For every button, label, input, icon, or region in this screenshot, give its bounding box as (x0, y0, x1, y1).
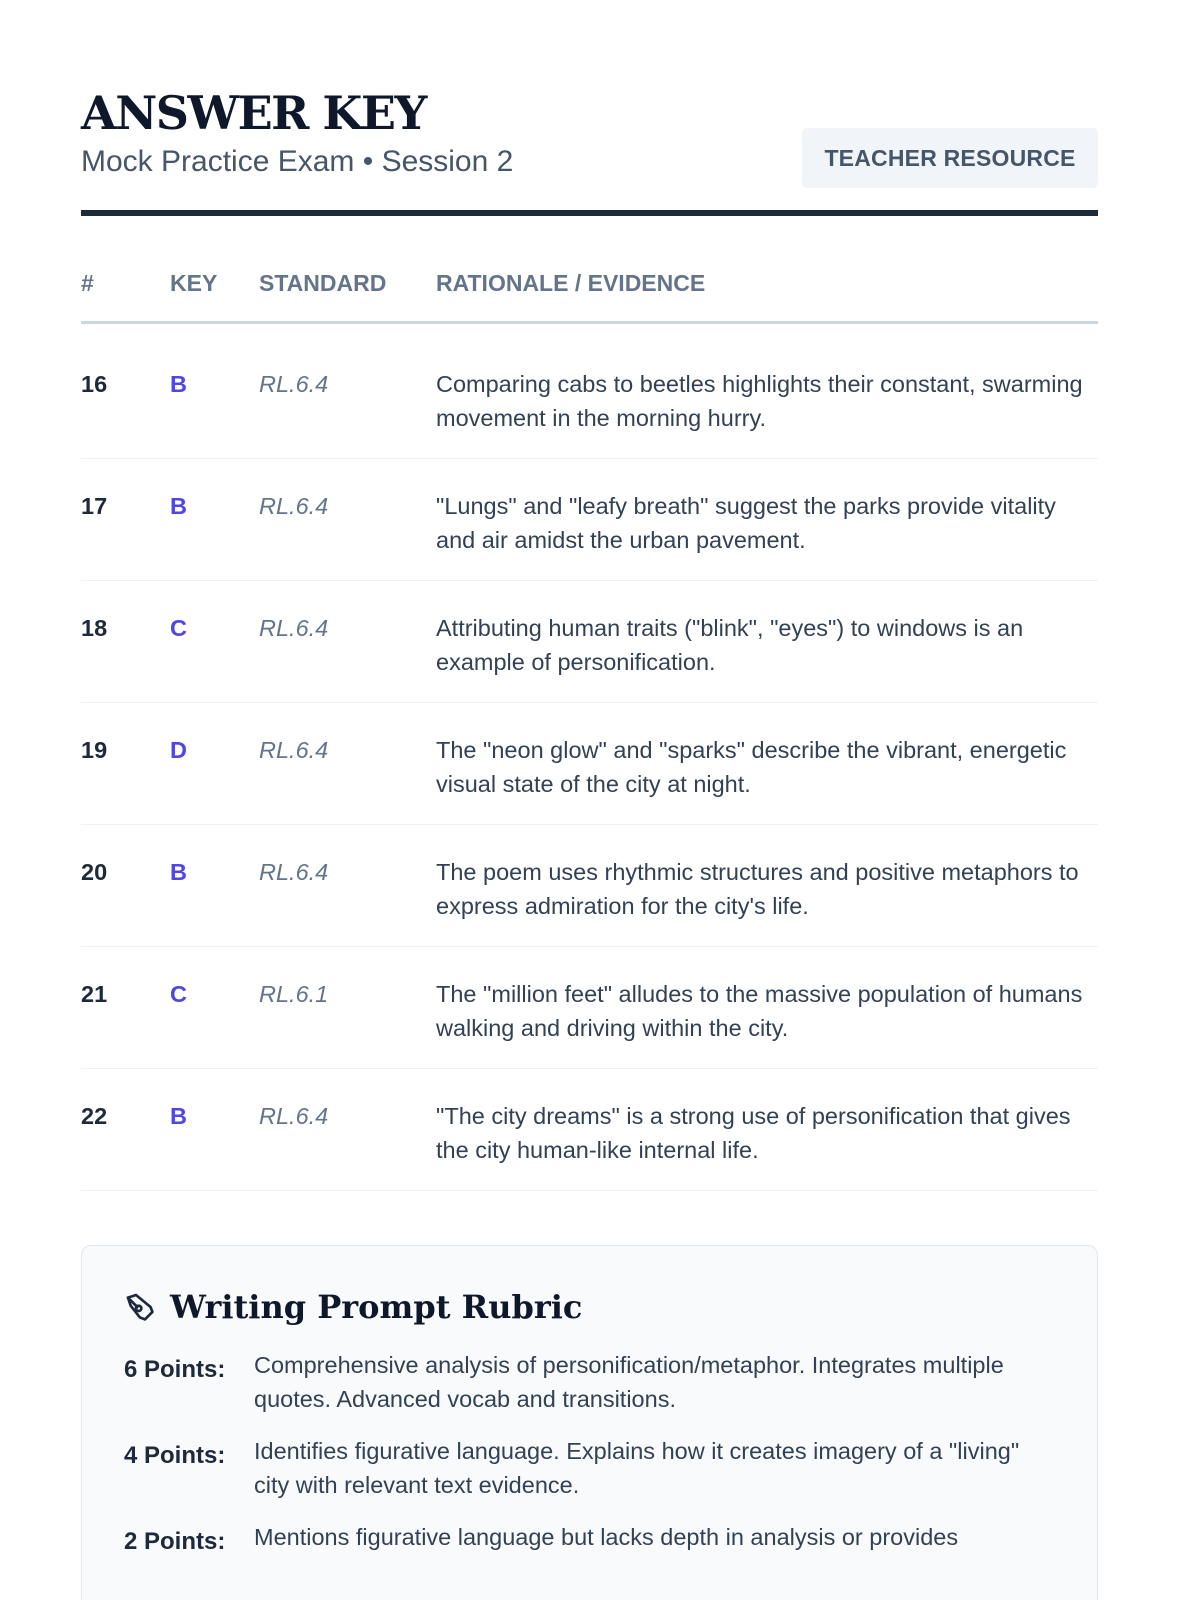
rationale-text: Comparing cabs to beetles highlights their constant, swarming movement in the morning hurry. (436, 371, 1083, 431)
standard-code: RL.6.4 (259, 859, 329, 885)
table-row (81, 825, 1098, 947)
writing-rubric-panel (81, 1245, 1098, 1600)
standard-code: RL.6.1 (259, 981, 329, 1007)
standard-code: RL.6.4 (259, 371, 329, 397)
question-number: 18 (81, 615, 108, 641)
pen-nib-icon (124, 1291, 156, 1323)
rationale-text: "Lungs" and "leafy breath" suggest the parks provide vitality and air amidst the urban pavement. (436, 493, 1056, 553)
page-header (81, 0, 1098, 216)
rubric-title: Writing Prompt Rubric (170, 1288, 583, 1326)
rubric-criterion (124, 1348, 1055, 1416)
rationale-text: The poem uses rhythmic structures and positive metaphors to express admiration for the city's life. (436, 859, 1079, 919)
teacher-resource-badge: TEACHER RESOURCE (802, 128, 1098, 188)
column-header-key: KEY (170, 270, 218, 296)
answer-key: C (170, 615, 187, 641)
answer-key: B (170, 493, 187, 519)
table-row (81, 459, 1098, 581)
table-row (81, 337, 1098, 459)
criterion-points: 2 Points: (124, 1528, 226, 1555)
rationale-text: The "million feet" alludes to the massive population of humans walking and driving within the city. (436, 981, 1083, 1041)
answer-table-body (81, 337, 1098, 1191)
standard-code: RL.6.4 (259, 615, 329, 641)
table-header (81, 216, 1098, 324)
rationale-text: "The city dreams" is a strong use of personification that gives the city human-like internal life. (436, 1103, 1071, 1163)
question-number: 20 (81, 859, 108, 885)
criterion-description: Mentions figurative language but lacks depth in analysis or provides (254, 1524, 959, 1550)
rubric-criterion (124, 1520, 1055, 1564)
table-row (81, 947, 1098, 1069)
criterion-description: Identifies figurative language. Explains how it creates imagery of a "living" city with relevant text evidence. (254, 1438, 1020, 1498)
rationale-text: The "neon glow" and "sparks" describe the vibrant, energetic visual state of the city at night. (436, 737, 1067, 797)
page-subtitle: Mock Practice Exam • Session 2 (81, 145, 514, 178)
rationale-text: Attributing human traits ("blink", "eyes") to windows is an example of personification. (436, 615, 1024, 675)
answer-key: B (170, 859, 187, 885)
criterion-description: Comprehensive analysis of personification/metaphor. Integrates multiple quotes. Advanced vocab and transitions. (254, 1352, 1004, 1412)
table-row (81, 703, 1098, 825)
rubric-criterion (124, 1434, 1055, 1502)
page-title: ANSWER KEY (81, 86, 426, 140)
question-number: 17 (81, 493, 108, 519)
column-header-standard: STANDARD (259, 270, 387, 296)
answer-key: C (170, 981, 187, 1007)
question-number: 21 (81, 981, 108, 1007)
standard-code: RL.6.4 (259, 493, 329, 519)
rubric-heading (124, 1288, 1055, 1326)
column-header-number: # (81, 270, 94, 296)
answer-key: B (170, 371, 187, 397)
question-number: 22 (81, 1103, 108, 1129)
table-row (81, 1069, 1098, 1191)
criterion-points: 4 Points: (124, 1442, 226, 1469)
question-number: 19 (81, 737, 108, 763)
criterion-points: 6 Points: (124, 1356, 226, 1383)
standard-code: RL.6.4 (259, 737, 329, 763)
standard-code: RL.6.4 (259, 1103, 329, 1129)
column-header-rationale: RATIONALE / EVIDENCE (436, 270, 706, 296)
answer-key: D (170, 737, 187, 763)
question-number: 16 (81, 371, 108, 397)
answer-key: B (170, 1103, 187, 1129)
table-row (81, 581, 1098, 703)
